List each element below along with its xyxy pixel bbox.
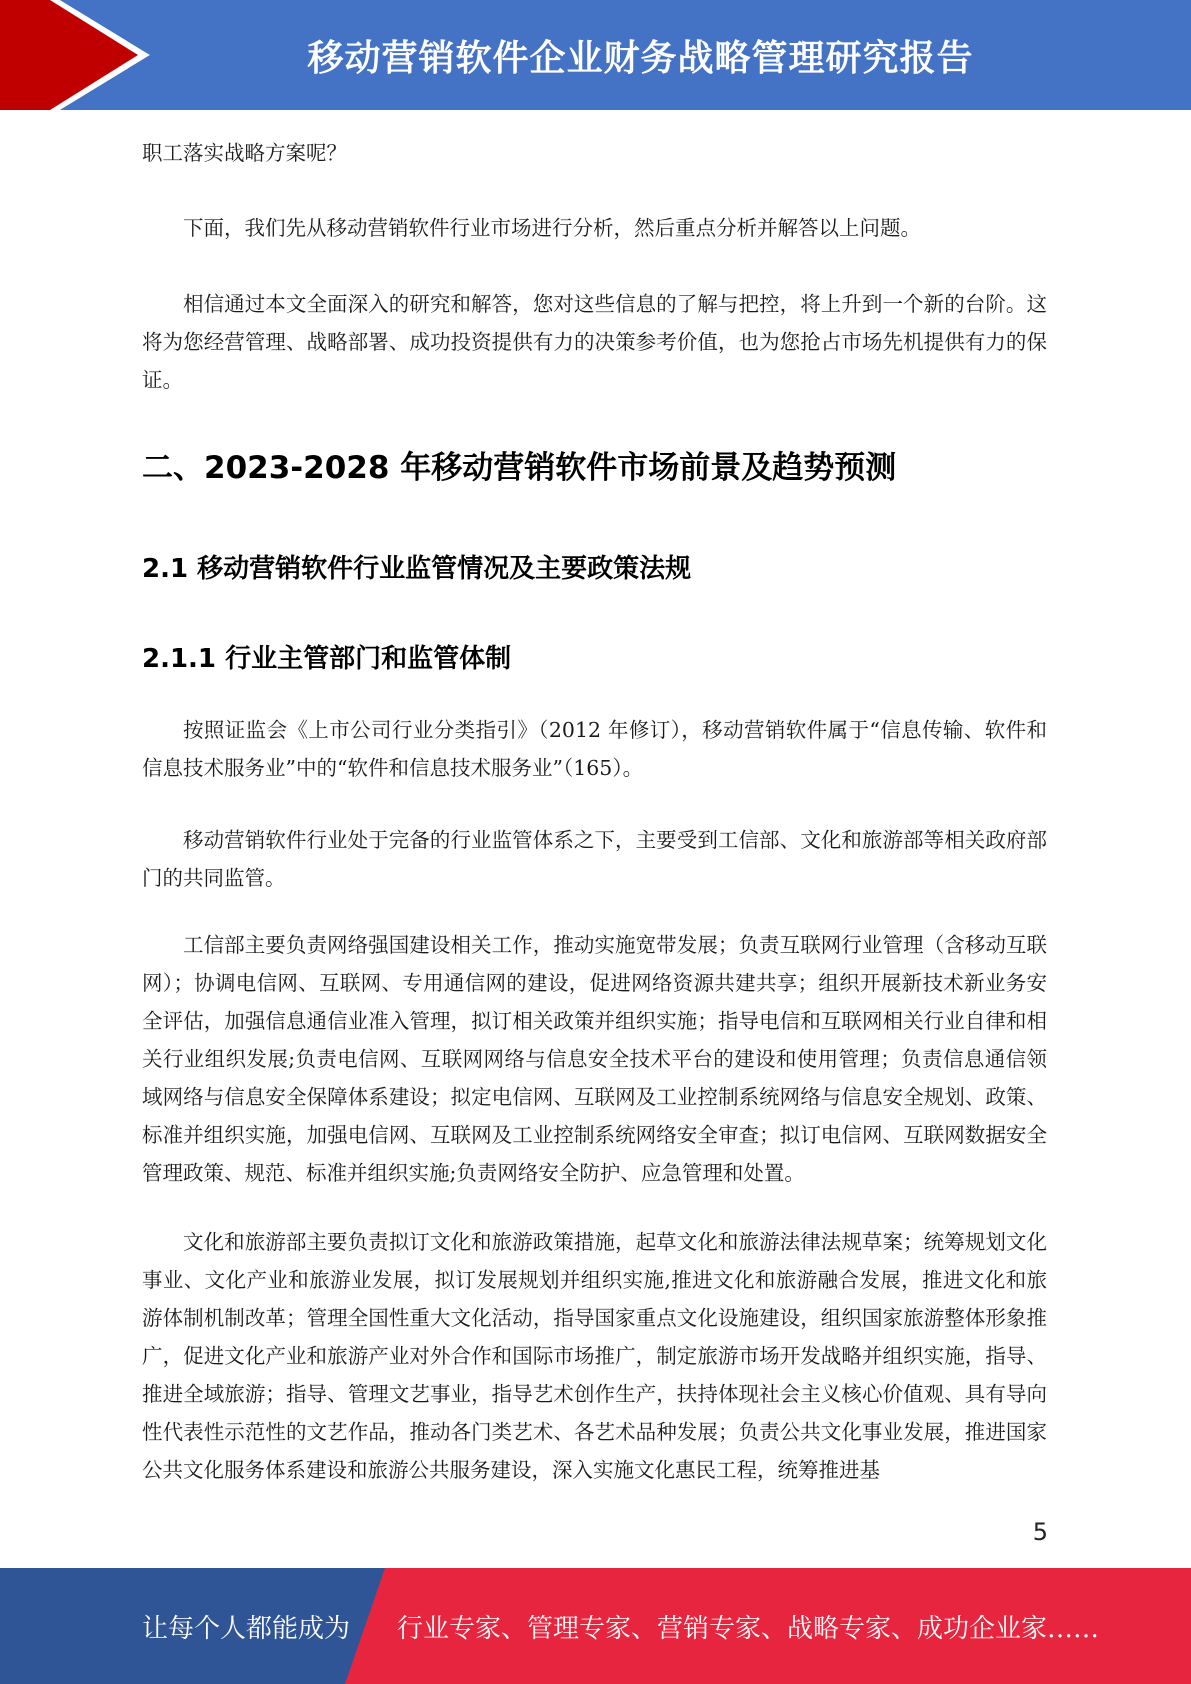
intro-paragraph-3: 相信通过本文全面深入的研究和解答，您对这些信息的了解与把控，将上升到一个新的台阶。这将为您经营管理、战略部署、成功投资提供有力的决策参考价值，也为您抢占市场先机提供有力的保证。 <box>142 292 1047 392</box>
footer-slogan-left: 让每个人都能成为 <box>142 1613 351 1644</box>
header-title: 移动营销软件企业财务战略管理研究报告 <box>307 37 974 79</box>
body-paragraph-2: 移动营销软件行业处于完备的行业监管体系之下，主要受到工信部、文化和旅游部等相关政府部门的共同监管。 <box>142 828 1047 890</box>
body-paragraph-1: 按照证监会《上市公司行业分类指引》（2012 年修订），移动营销软件属于“信息传输、软件和信息技术服务业”中的“软件和信息技术服务业”（165）。 <box>142 718 1047 780</box>
body-paragraph-3: 工信部主要负责网络强国建设相关工作，推动实施宽带发展；负责互联网行业管理（含移动互联网）；协调电信网、互联网、专用通信网的建设，促进网络资源共建共享；组织开展新技术新业务安全评估，加强信息通信业准入管理，拟订相关政策并组织实施；指导电信和互联网相关行业自律和相关行业组织发展;负责电信网、互联网网络与信息安全技术平台的建设和使用管理；负责信息通信领域网络与信息安全保障体系建设；拟定电信网、互联网及工业控制系统网络与信息安全规划、政策、标准并组织实施，加强电信网、互联网及工业控制系统网络安全审查；拟订电信网、互联网数据安全管理政策、规范、标准并组织实施;负责网络安全防护、应急管理和处置。 <box>142 933 1047 1185</box>
section-2-1-1-heading: 2.1.1 行业主管部门和监管体制 <box>142 644 512 674</box>
intro-paragraph-1: 职工落实战略方案呢？ <box>142 141 347 165</box>
page-number: 5 <box>1032 1518 1048 1546</box>
body-paragraph-4: 文化和旅游部主要负责拟订文化和旅游政策措施，起草文化和旅游法律法规草案；统筹规划文化事业、文化产业和旅游业发展，拟订发展规划并组织实施,推进文化和旅游融合发展，推进文化和旅游体制机制改革；管理全国性重大文化活动，指导国家重点文化设施建设，组织国家旅游整体形象推广，促进文化产业和旅游产业对外合作和国际市场推广，制定旅游市场开发战略并组织实施，指导、推进全域旅游；指导、管理文艺事业，指导艺术创作生产，扶持体现社会主义核心价值观、具有导向性代表性示范性的文艺作品，推动各门类艺术、各艺术品种发展；负责公共文化事业发展，推进国家公共文化服务体系建设和旅游公共服务建设，深入实施文化惠民工程，统筹推进基 <box>142 1230 1047 1482</box>
footer-slogan-right: 行业专家、管理专家、营销专家、战略专家、成功企业家…… <box>397 1613 1100 1644</box>
intro-paragraph-2: 下面，我们先从移动营销软件行业市场进行分析，然后重点分析并解答以上问题。 <box>183 216 921 240</box>
section-2-heading: 二、2023-2028 年移动营销软件市场前景及趋势预测 <box>142 450 897 486</box>
page-header <box>0 0 1191 110</box>
page-footer <box>0 1568 1191 1684</box>
section-2-1-heading: 2.1 移动营销软件行业监管情况及主要政策法规 <box>142 554 692 584</box>
